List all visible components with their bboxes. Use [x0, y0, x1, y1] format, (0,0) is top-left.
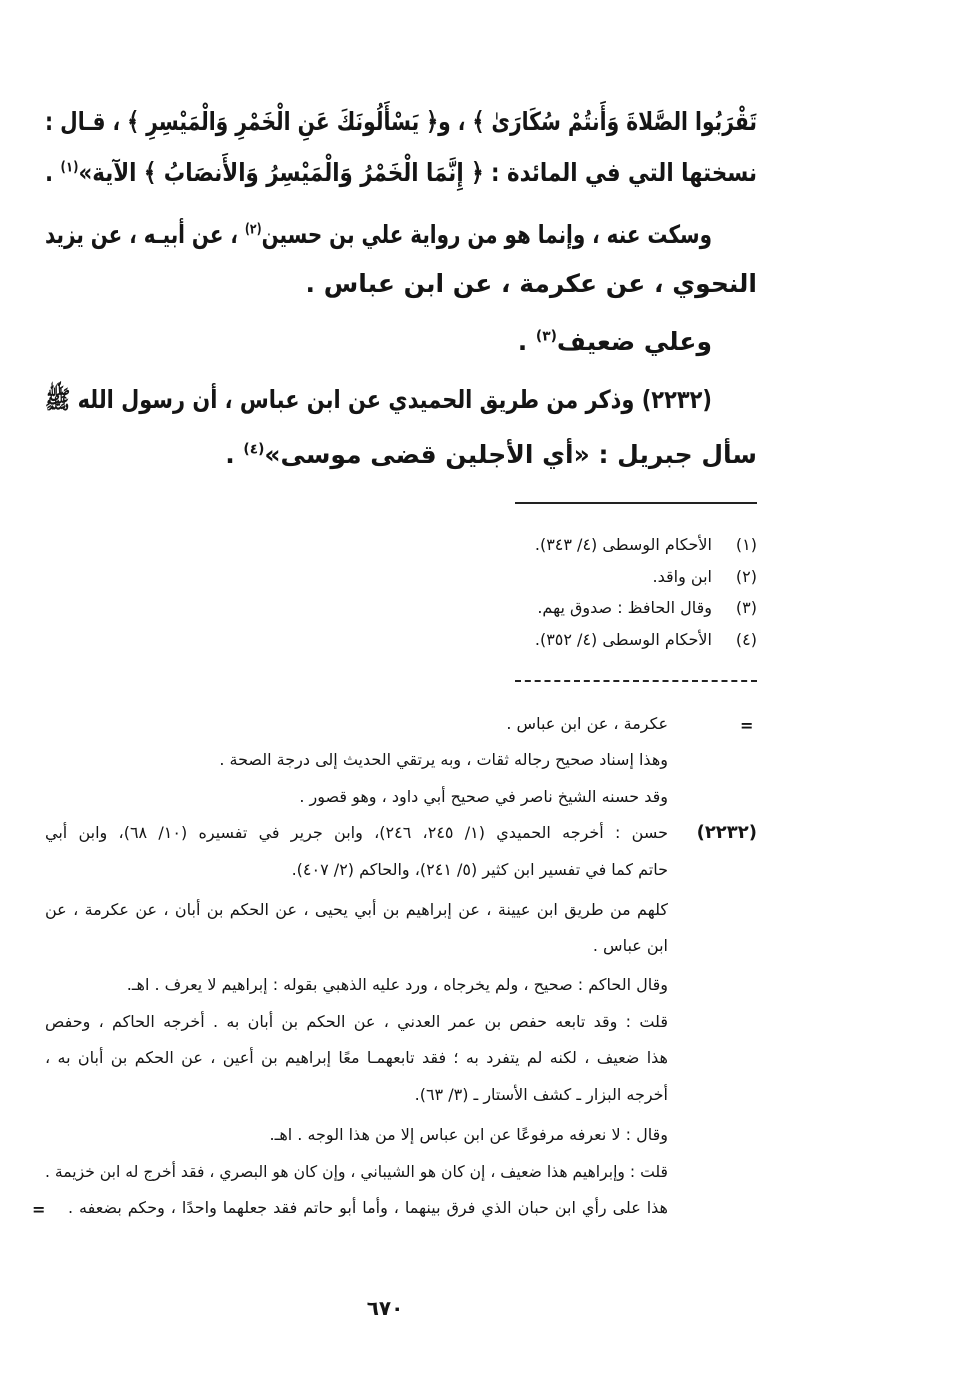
footnote-separator [515, 502, 757, 504]
main-line-1 [44, 100, 757, 144]
main-line-3-text: وسكت عنه ، وإنما هو من رواية علي بن حسين [261, 220, 712, 249]
footnote-ref-4: (٤) [243, 441, 265, 458]
main-line-5-text: وعلي ضعيف [556, 327, 712, 356]
main-line-6 [44, 378, 712, 422]
footnote-2: ابن واقد. [652, 567, 712, 586]
footnote-3: وقال الحافظ : صدوق يهم. [537, 598, 712, 617]
footnote-1-number: (١) [735, 535, 757, 554]
commentary-line-5: حاتم كما في تفسير ابن كثير (٥/ ٢٤١)، والحاكم (٢/ ٤٠٧). [291, 860, 668, 879]
main-line-7 [45, 433, 757, 477]
main-line-4 [45, 262, 757, 306]
commentary-line-11: أخرجه البزار ـ كشف الأستار ـ (٣/ ٦٣). [414, 1085, 668, 1104]
commentary-separator [515, 680, 757, 682]
main-line-4-text: النحوي ، عن عكرمة ، عن ابن عباس . [305, 269, 757, 298]
commentary-hadith-number: (٢٢٣٢) [696, 822, 757, 843]
footnote-ref-2: (٢) [244, 221, 262, 238]
commentary-line-3: وقد حسنه الشيخ ناصر في صحيح أبي داود ، وهو قصور . [299, 787, 668, 806]
main-line-7-end: . [225, 440, 244, 469]
main-line-3 [45, 213, 712, 257]
main-line-2-end: . [44, 158, 61, 187]
footnote-ref-1: (١) [60, 159, 79, 176]
main-line-2 [44, 151, 757, 195]
main-line-2-text: نسختها التي في المائدة : ﴿ إِنَّمَا الْخَمْرُ وَالْمَيْسِرُ وَالأَنصَابُ ﴾ الآية» [78, 158, 757, 187]
commentary-line-2: وهذا إسناد صحيح رجاله ثقات ، وبه يرتقي الحديث إلى درجة الصحة . [219, 750, 668, 769]
page-number: ٦٧٠ [366, 1296, 404, 1320]
footnote-4-number: (٤) [735, 630, 757, 649]
footnote-3-number: (٣) [735, 598, 757, 617]
main-line-5 [45, 320, 712, 364]
commentary-line-10: هذا ضعيف ، لكنه لم يتفرد به ؛ فقد تابعهمـا معًا إبراهيم بن أعين ، عن الحكم بن أبان به ، [45, 1048, 668, 1067]
main-line-1-text: تَقْرَبُوا الصَّلاةَ وَأَنتُمْ سُكَارَىٰ ﴾ ، و﴿ يَسْأَلُونَكَ عَنِ الْخَمْرِ وَالْمَيْسِرِ ﴾ ، قـال : [44, 107, 757, 136]
footnote-2-number: (٢) [735, 567, 757, 586]
commentary-line-8: وقال الحاكم : صحيح ، ولم يخرجاه ، ورد عليه الذهبي بقوله : إبراهيم لا يعرف . اهـ. [126, 975, 668, 994]
main-line-5-end: . [517, 327, 536, 356]
commentary-line-4: حسن : أخرجه الحميدي (١/ ٢٤٥، ٢٤٦)، وابن جرير في تفسيره (١٠/ ٦٨)، وابن أبي [45, 823, 668, 842]
commentary-line-1: عكرمة ، عن ابن عباس . [506, 714, 668, 733]
commentary-line-7: ابن عباس . [592, 936, 668, 955]
footnote-1: الأحكام الوسطى (٤/ ٣٤٣). [534, 535, 712, 554]
main-line-3-end: ، عن أبيـه ، عن يزيد [45, 220, 245, 249]
continues-marker: = [32, 1200, 46, 1219]
continued-marker: = [740, 716, 754, 735]
commentary-line-9: قلت : وقد تابعه حفص بن عمر العدني ، عن الحكم بن أبان به . أخرجه الحاكم ، وحفص [45, 1012, 668, 1031]
commentary-line-14: هذا على رأي ابن حبان الذي فرق بينهما ، وأما أبو حاتم فقد جعلهما واحدًا ، وحكم بضعفه . [68, 1198, 668, 1217]
hadith-number: (٢٢٣٢) [641, 385, 712, 414]
main-line-6-text: وذكر من طريق الحميدي عن ابن عباس ، أن رسول الله ﷺ [44, 385, 642, 414]
main-line-7-text: سأل جبريل : [589, 440, 757, 469]
commentary-line-12: وقال : لا نعرفه مرفوعًا عن ابن عباس إلا من هذا الوجه . اهـ. [269, 1125, 668, 1144]
commentary-line-13: قلت : وإبراهيم هذا ضعيف ، إن كان هو الشيباني ، وإن كان هو البصري ، فقد أخرج له ابن خزيمة . [45, 1162, 669, 1181]
hadith-quote: «أي الأجلين قضى موسى» [264, 440, 590, 469]
footnote-4: الأحكام الوسطى (٤/ ٣٥٢). [534, 630, 712, 649]
footnote-ref-3: (٣) [535, 328, 557, 345]
commentary-line-6: كلهم من طريق ابن عيينة ، عن إبراهيم بن أبي يحيى ، عن الحكم بن أبان ، عن عكرمة ، عن [45, 900, 668, 919]
